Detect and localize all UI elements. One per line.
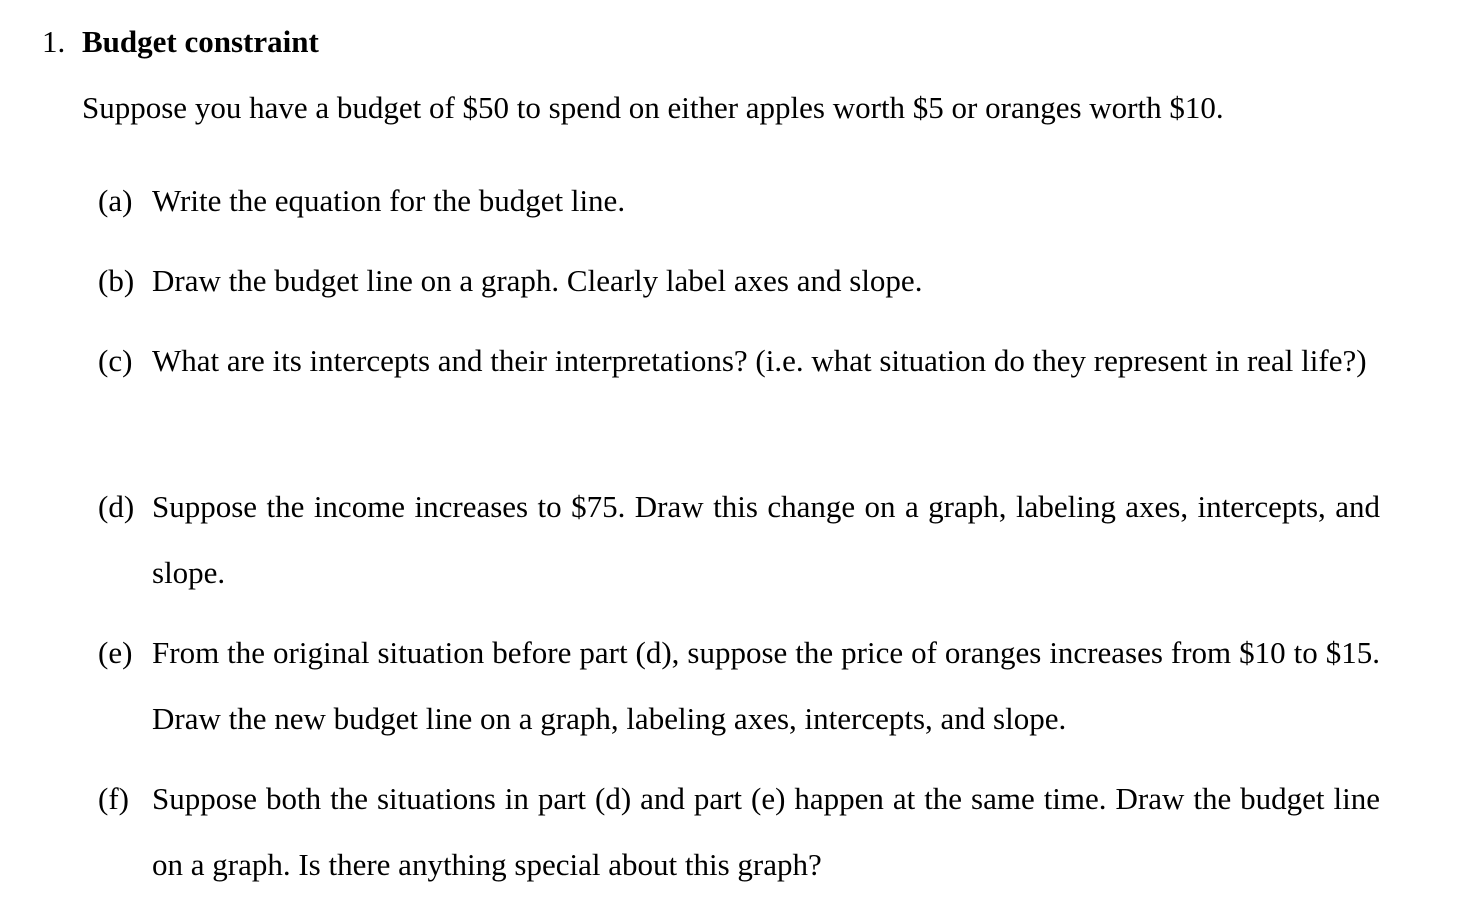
part-label: (e) [98,635,133,670]
problem-intro: Suppose you have a budget of $50 to spend on either apples worth $5 or oranges worth $10. [82,90,1224,125]
problem-title: Budget constraint [82,24,319,59]
problem-number: 1. [42,24,66,59]
part-label: (c) [98,343,133,378]
part-label: (b) [98,263,135,298]
part-label: (d) [98,489,135,524]
part-text: Suppose the income increases to $75. Draw this change on a graph, labeling axes, intercepts, and slope. [152,489,1380,590]
part-text: Write the equation for the budget line. [152,183,626,218]
part-text: Draw the budget line on a graph. Clearly label axes and slope. [152,263,923,298]
part-text: From the original situation before part (d), suppose the price of oranges increases from $10 to $15. Draw the new budget line on a graph, labeling axes, intercepts, and slope. [152,635,1380,736]
part-text: Suppose both the situations in part (d) and part (e) happen at the same time. Draw the budget line on a graph. Is there anything special about this graph? [152,781,1380,882]
part-label: (a) [98,183,133,218]
part-label: (f) [98,781,129,816]
part-text: What are its intercepts and their interpretations? (i.e. what situation do they represent in real life?) [152,343,1367,378]
